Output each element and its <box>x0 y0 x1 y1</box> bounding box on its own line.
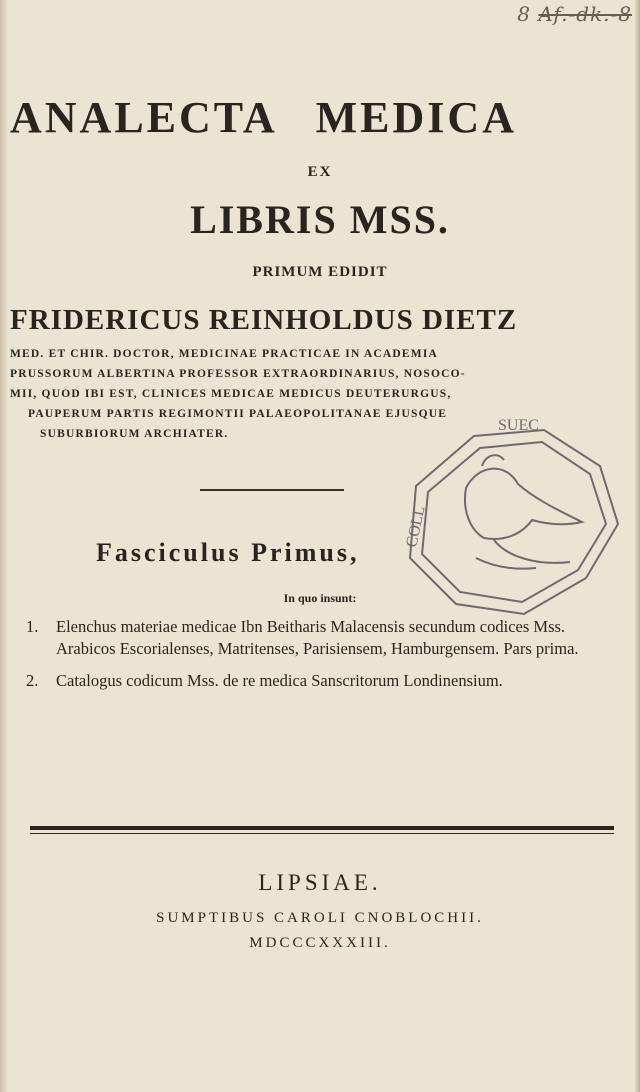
contents-item-number: 1. <box>26 617 39 636</box>
edition-line: PRIMUM EDIDIT <box>252 264 388 280</box>
imprint-place: LIPSIAE. <box>258 870 382 895</box>
credentials-line: SUBURBIORUM ARCHIATER. <box>40 428 229 440</box>
stamp-bird-tail <box>494 540 570 563</box>
credentials-line: MII, QUOD IBI EST, CLINICES MEDICAE MEDICUS DEUTERURGUS, <box>10 388 452 400</box>
credentials-line: MED. ET CHIR. DOCTOR, MEDICINAE PRACTICAE IN ACADEMIA <box>10 348 439 360</box>
contents-item <box>26 670 614 692</box>
shelfmark-struck: Af.-dk.-8 <box>538 2 632 26</box>
libris-line: LIBRIS MSS. <box>190 197 450 242</box>
imprint-year: MDCCCXXXIII. <box>249 935 391 951</box>
credentials-line: PAUPERUM PARTIS REGIMONTII PALAEOPOLITANAE EJUSQUE <box>28 408 448 420</box>
author-name: FRIDERICUS REINHOLDUS DIETZ <box>10 304 518 336</box>
stamp-bird-head <box>482 455 504 466</box>
handwritten-shelfmark <box>517 2 632 26</box>
contents-item-text: Elenchus materiae medicae Ibn Beitharis Malacensis secundum codices Mss. Arabicos Escorialenses, Matritenses, Parisiensem, Hamburgensem. Pars prima. <box>56 617 579 658</box>
credentials-line: PRUSSORUM ALBERTINA PROFESSOR EXTRAORDINARIUS, NOSOCO- <box>10 368 466 380</box>
imprint-publisher: SUMPTIBUS CAROLI CNOBLOCHII. <box>156 910 484 926</box>
fascicle-subtitle: In quo insunt: <box>283 591 357 605</box>
contents-item <box>26 616 614 660</box>
stamp-top-text: SUEC <box>498 417 539 434</box>
ex-line: EX <box>307 164 333 180</box>
divider-short <box>200 489 344 491</box>
contents-list <box>26 616 614 702</box>
title-word-2: MEDICA <box>315 93 517 142</box>
title-word-1: ANALECTA <box>10 93 278 142</box>
divider-thin <box>30 833 614 834</box>
stamp-outer-border <box>410 430 618 614</box>
divider-thick <box>30 826 614 830</box>
fascicle-title: Fasciculus Primus, <box>96 538 360 567</box>
book-title <box>10 92 517 143</box>
contents-item-number: 2. <box>26 671 39 690</box>
stamp-side-text: COLL <box>403 504 429 549</box>
stamp-bird-body <box>465 469 582 539</box>
contents-item-text: Catalogus codicum Mss. de re medica Sanscritorum Londinensium. <box>56 671 503 690</box>
shelfmark-prefix: 8 <box>517 2 531 26</box>
library-stamp <box>386 408 630 628</box>
